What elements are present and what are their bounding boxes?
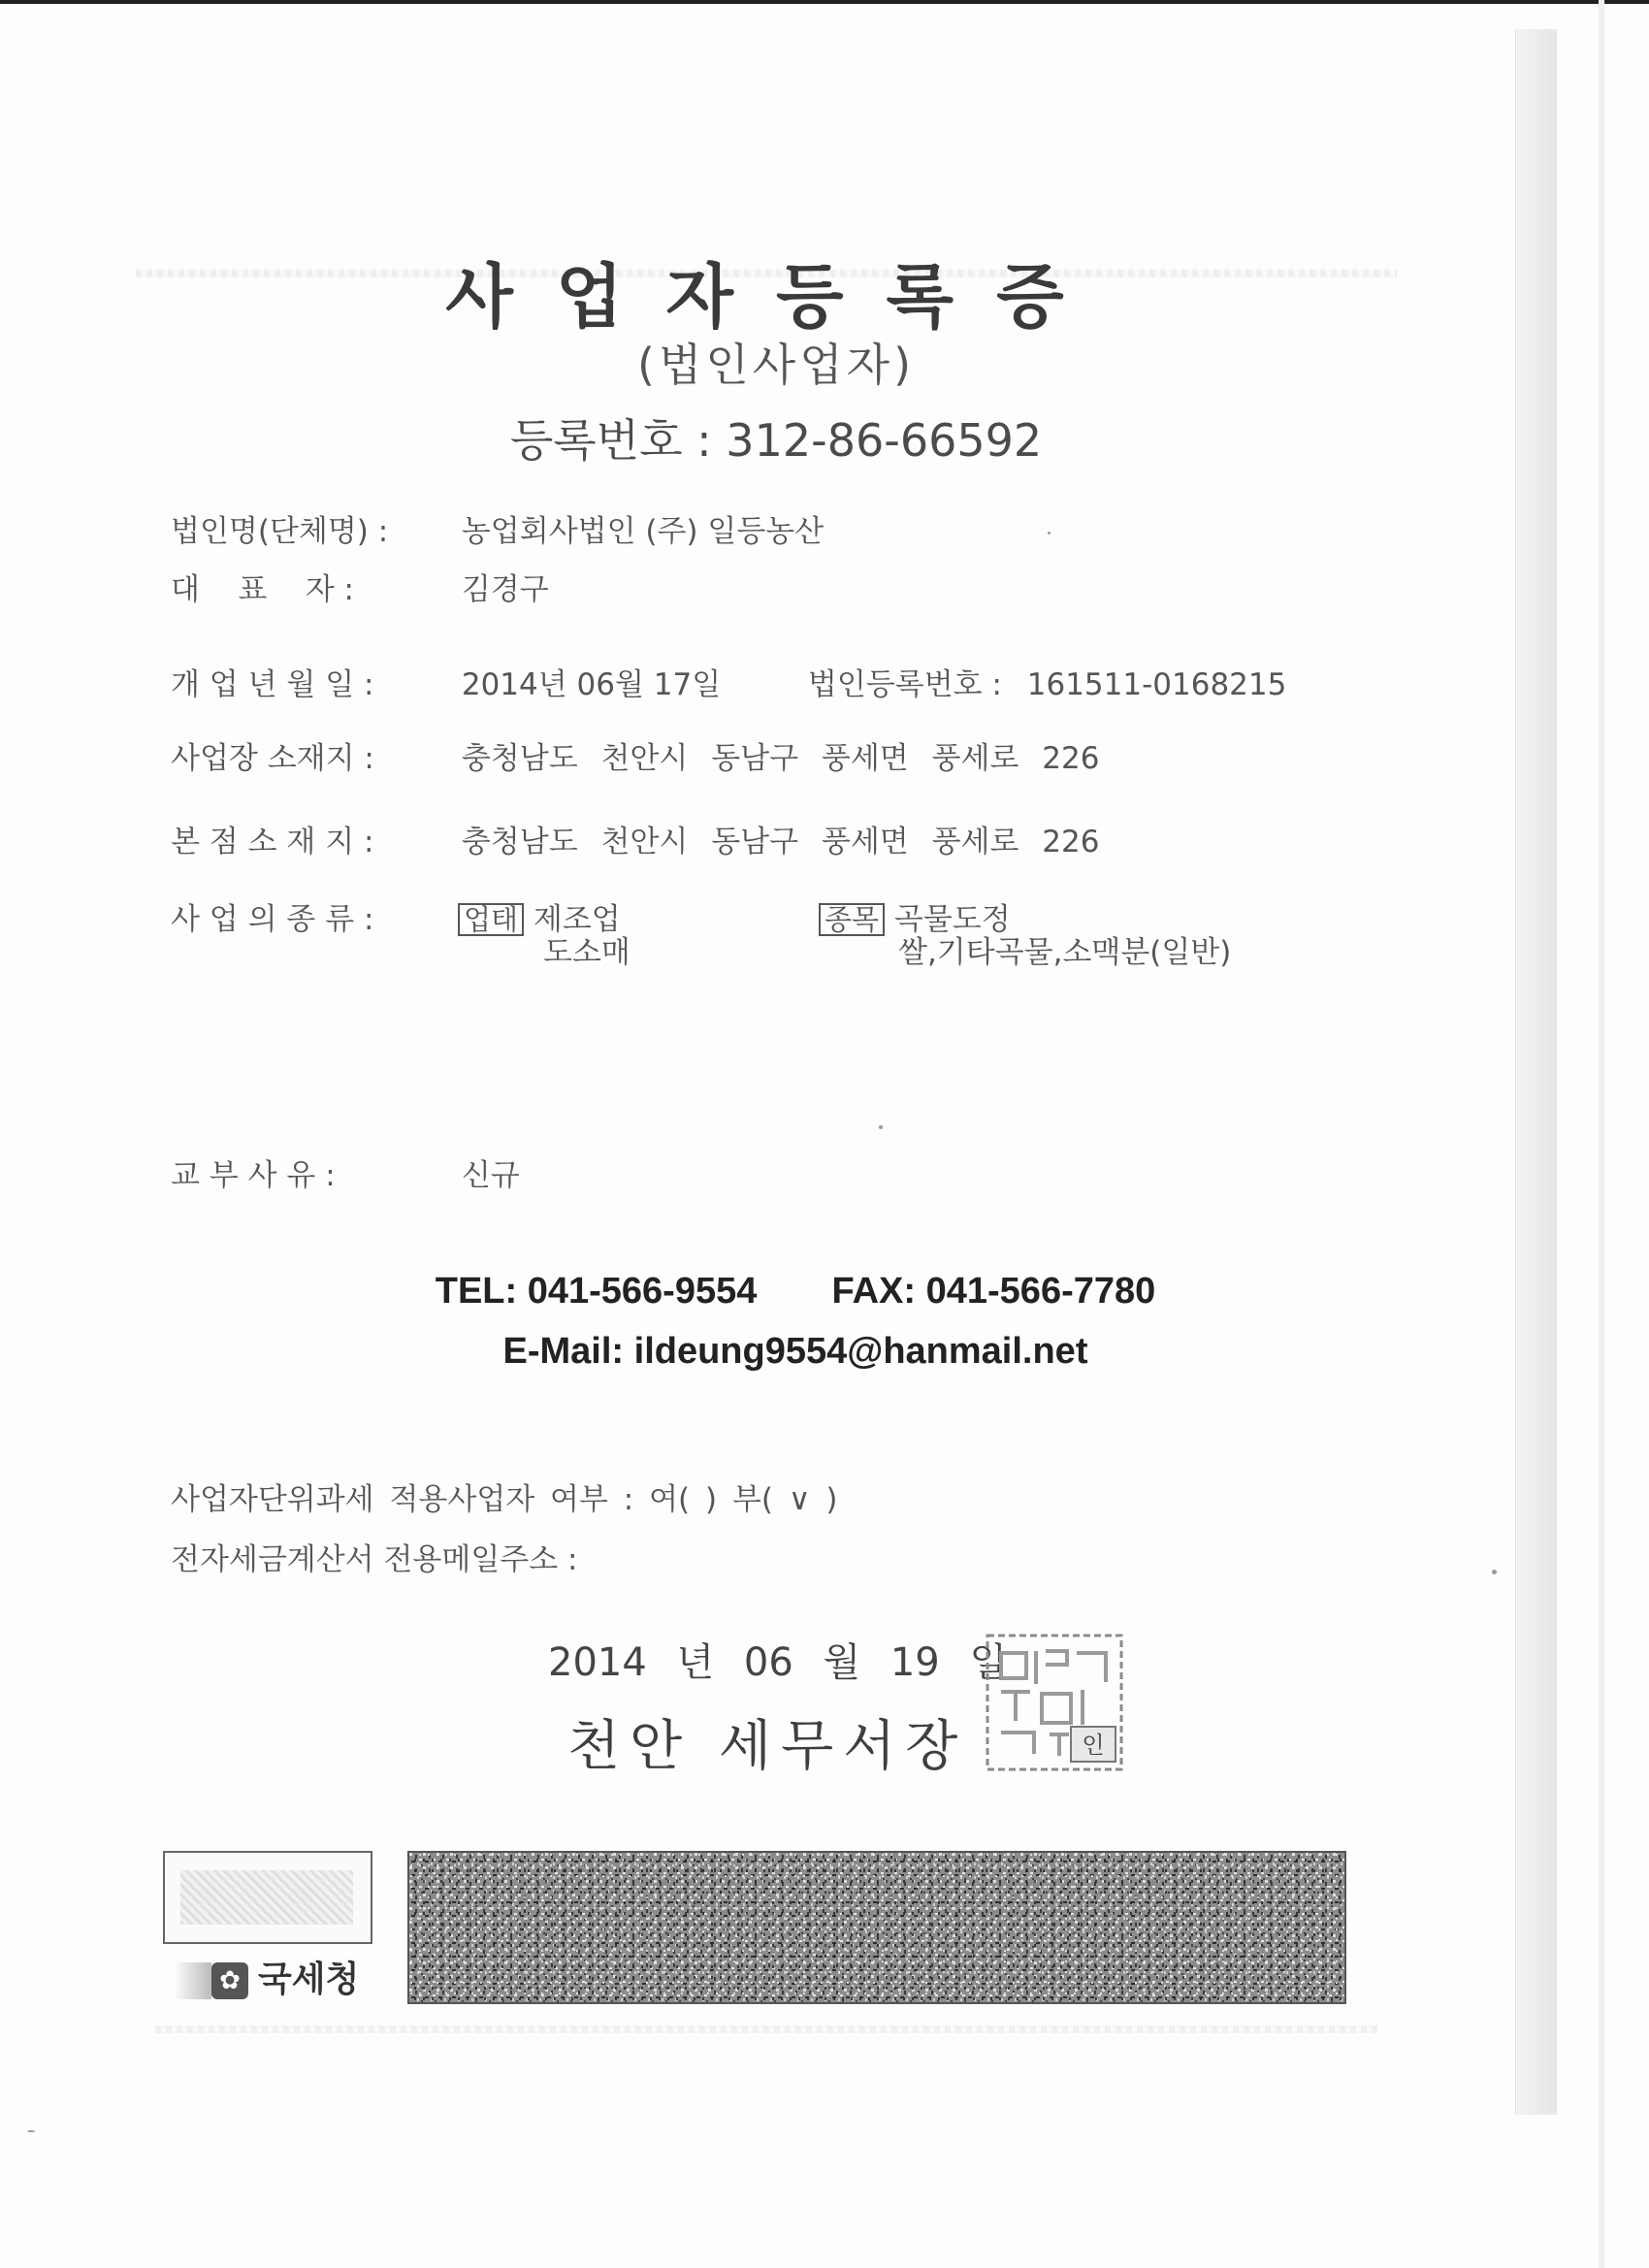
business-address-label: 사업장 소재지 : [171, 741, 374, 776]
opening-date-row [171, 660, 1286, 703]
official-seal [982, 1630, 1127, 1775]
registration-number: 등록번호 : 312-86-66592 [509, 414, 1043, 467]
issue-reason-value: 신규 [461, 1158, 520, 1193]
opening-date-value: 2014년 06월 17일 [461, 667, 722, 702]
representative-value: 김경구 [461, 572, 549, 607]
head-office-row [171, 817, 1099, 860]
nts-emblem-icon: ✿ [211, 1962, 248, 1999]
corp-name-label: 법인명(단체명) : [171, 514, 389, 549]
business-type-tag: 업태 [458, 903, 524, 936]
security-barcode [407, 1851, 1346, 2004]
scan-speck [27, 2130, 35, 2132]
einvoice-line: 전자세금계산서 전용메일주소 : [171, 1542, 578, 1577]
opening-date-label: 개 업 년 월 일 : [171, 667, 374, 702]
unit-tax-line: 사업자단위과세 적용사업자 여부 : 여( ) 부( ∨ ) [171, 1482, 838, 1517]
tel-number: TEL: 041-566-9554 [435, 1271, 758, 1312]
document-title: 사업자등록증 [445, 256, 1107, 338]
scan-top-edge [0, 0, 1649, 4]
tax-office: 천안 세무서장 [567, 1715, 968, 1778]
business-item-tag: 종목 [819, 903, 885, 936]
business-address-row [171, 733, 1099, 777]
representative-row [171, 565, 549, 608]
corp-name-row [171, 506, 824, 550]
issue-date: 2014 년 06 월 19 일 [548, 1640, 1008, 1685]
business-address-value: 충청남도 천안시 동남구 풍세면 풍세로 226 [461, 741, 1100, 776]
head-office-value: 충청남도 천안시 동남구 풍세면 풍세로 226 [461, 825, 1100, 859]
business-item-value: 곡물도정 [893, 902, 1011, 937]
scan-speck [1048, 532, 1051, 535]
scan-right-edge [1599, 0, 1604, 2268]
contact-phone-line [0, 1271, 1591, 1312]
business-kinds [171, 894, 1232, 970]
contact-email: E-Mail: ildeung9554@hanmail.net [502, 1331, 1088, 1372]
nts-agency: 국세청 [258, 1960, 360, 1999]
fax-number: FAX: 041-566-7780 [831, 1271, 1156, 1312]
logo-box [163, 1851, 372, 1944]
business-type-value: 제조업 [533, 902, 621, 937]
issue-reason-row [171, 1150, 520, 1194]
document-subtitle: (법인사업자) [636, 339, 916, 391]
corp-reg-label: 법인등록번호 : [807, 667, 1002, 702]
scan-noise [155, 2025, 1377, 2033]
issue-reason-label: 교 부 사 유 : [171, 1158, 336, 1193]
corp-name-value: 농업회사법인 (주) 일등농산 [461, 514, 824, 549]
seal-mark: 인 [1082, 1732, 1105, 1759]
scan-speck [879, 1125, 883, 1129]
head-office-label: 본 점 소 재 지 : [171, 825, 374, 859]
scan-speck [1492, 1570, 1497, 1574]
representative-label: 대 표 자 : [171, 572, 354, 607]
nts-logo [173, 1952, 359, 2001]
corp-reg-value: 161511-0168215 [1026, 667, 1287, 702]
business-kinds-label: 사 업 의 종 류 : [171, 902, 374, 937]
business-type-value: 도소매 [543, 935, 630, 970]
business-item-value: 쌀,기타곡물,소맥분(일반) [898, 935, 1232, 970]
